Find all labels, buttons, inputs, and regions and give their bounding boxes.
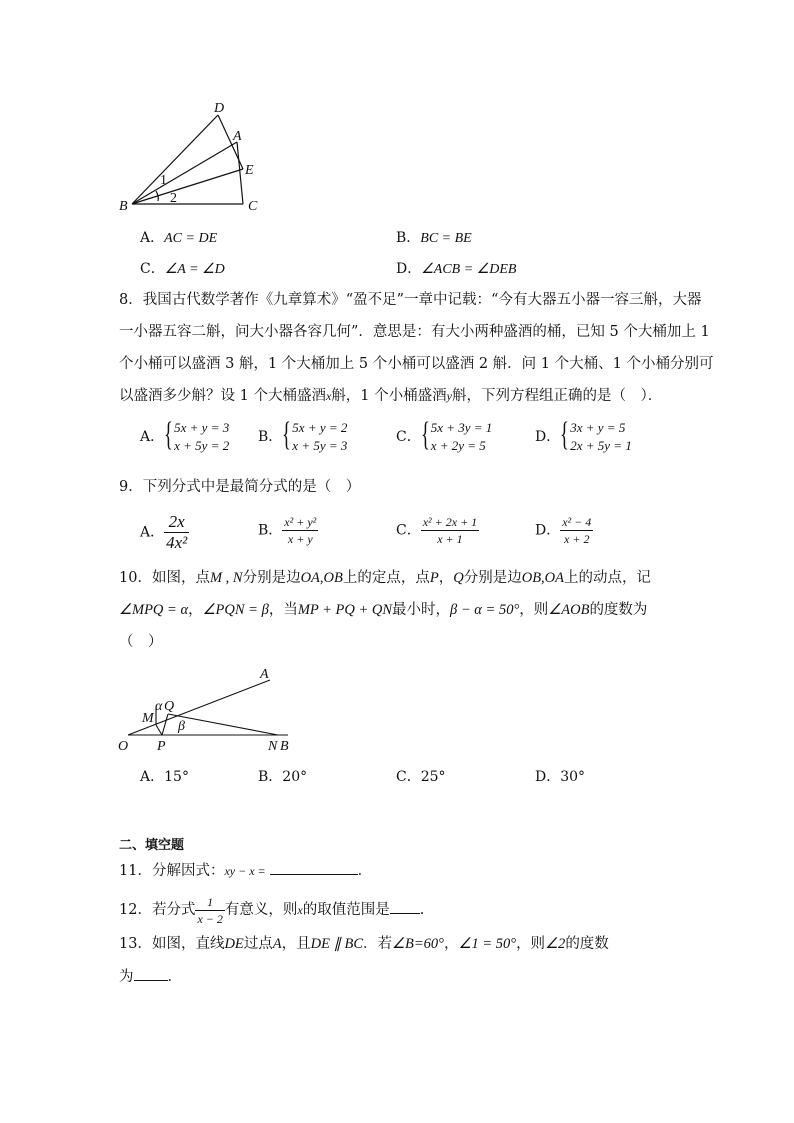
- q8-line-2: 一小器五容二斛，问大小器各容几何”．意思是：有大小两种盛酒的桶，已知 5 个大桶加上 1: [119, 324, 710, 340]
- figure-triangles: [112, 98, 272, 216]
- q9-option-c[interactable]: C． $\frac{\text{x² + 2x + 1}}{x + 1}$: [396, 515, 478, 546]
- segment-PQ: [162, 714, 168, 735]
- q9-option-a[interactable]: A． $\frac{2x}{\text{4x²}}$: [140, 512, 188, 552]
- ray-OA: [128, 680, 270, 735]
- q13-line-1: 13．如图，直线DE过点A，且DE ∥ BC．若∠B=60°，∠1 = 50°，则∠2的度数: [119, 936, 609, 952]
- label-E: E: [245, 163, 254, 178]
- q10-line-1: 10．如图，点M , N分别是边OA,OB上的定点，点P，Q分别是边OB,OA上的动点，记: [119, 570, 652, 586]
- fig10-label-Q: Q: [164, 699, 175, 714]
- q8-option-a[interactable]: A． { 5x + y = 3 x + 5y = 2: [140, 416, 230, 453]
- fig10-label-B: B: [280, 739, 289, 754]
- q8-line-1: 8．我国古代数学著作《九章算术》“盈不足”一章中记载：“今有大器五小器一容三斛，大器: [119, 292, 702, 308]
- q11: 11．分解因式：xy − x = ．: [119, 860, 372, 881]
- figure-angle-aob: [112, 662, 302, 754]
- label-A: A: [233, 129, 242, 144]
- q8-line-4: 以盛酒多少斛？设 1 个大桶盛酒x斛，1 个小桶盛酒y斛，下列方程组正确的是（ ）．: [119, 388, 663, 404]
- q9-option-d[interactable]: D． $\frac{\text{x² − 4}}{x + 2}$: [535, 515, 592, 546]
- fig10-label-P: P: [157, 739, 166, 754]
- q9-option-b[interactable]: B． $\frac{\text{x² + y²}}{x + y}$: [258, 515, 317, 546]
- q12: 12．若分式 $\frac{1}{x - 2}$ 有意义，则x的取值范围是 .: [119, 894, 425, 926]
- q10-option-d[interactable]: D．30°: [535, 769, 586, 785]
- segment-MP: [156, 725, 162, 735]
- segment-AC: [237, 142, 243, 204]
- q7-option-d[interactable]: D．∠ACB = ∠DEB: [396, 261, 517, 277]
- q13-answer-blank[interactable]: [134, 966, 168, 981]
- q10-line-3: （ ）: [119, 634, 163, 650]
- q10-option-b[interactable]: B．20°: [258, 769, 308, 785]
- label-B: B: [119, 199, 128, 214]
- label-D: D: [214, 101, 225, 116]
- q13-line-2: 为 ．: [119, 966, 182, 987]
- q9-stem: 9．下列分式中是最简分式的是（ ）: [119, 479, 361, 495]
- q8-option-c[interactable]: C． { 5x + 3y = 1 x + 2y = 5: [396, 416, 493, 453]
- q8-option-b[interactable]: B． { 5x + y = 2 x + 5y = 3: [258, 416, 348, 453]
- fig10-label-M: M: [142, 711, 154, 726]
- section-title: 二、填空题: [119, 838, 185, 853]
- fig10-label-A: A: [260, 667, 269, 682]
- segment-BA: [132, 142, 237, 204]
- q12-answer-blank[interactable]: [390, 899, 420, 914]
- fig10-label-beta: β: [178, 719, 185, 734]
- q7-option-a[interactable]: A．AC = DE: [140, 230, 218, 246]
- fig10-label-alpha: α: [155, 699, 163, 714]
- q11-answer-blank[interactable]: [270, 860, 358, 875]
- fig10-label-O: O: [118, 739, 129, 754]
- label-angle-2: 2: [170, 191, 177, 206]
- q8-option-d[interactable]: D． { 3x + y = 5 2x + 5y = 1: [535, 416, 632, 453]
- q10-option-a[interactable]: A．15°: [140, 769, 189, 785]
- q7-option-b[interactable]: B．BC = BE: [396, 230, 472, 246]
- q8-line-3: 个小桶可以盛酒 3 斛，1 个大桶加上 5 个小桶可以盛酒 2 斛．问 1 个大桶、1 个小桶分别可: [119, 356, 714, 372]
- q10-line-2: ∠MPQ = α，∠PQN = β，当MP + PQ + QN最小时，β − α = 50°，则∠AOB的度数为: [119, 602, 648, 618]
- fig10-label-N: N: [268, 739, 278, 754]
- q7-option-c[interactable]: C．∠A = ∠D: [140, 261, 225, 277]
- q10-option-c[interactable]: C．25°: [396, 769, 446, 785]
- label-angle-1: 1: [160, 173, 167, 188]
- label-C: C: [248, 199, 258, 214]
